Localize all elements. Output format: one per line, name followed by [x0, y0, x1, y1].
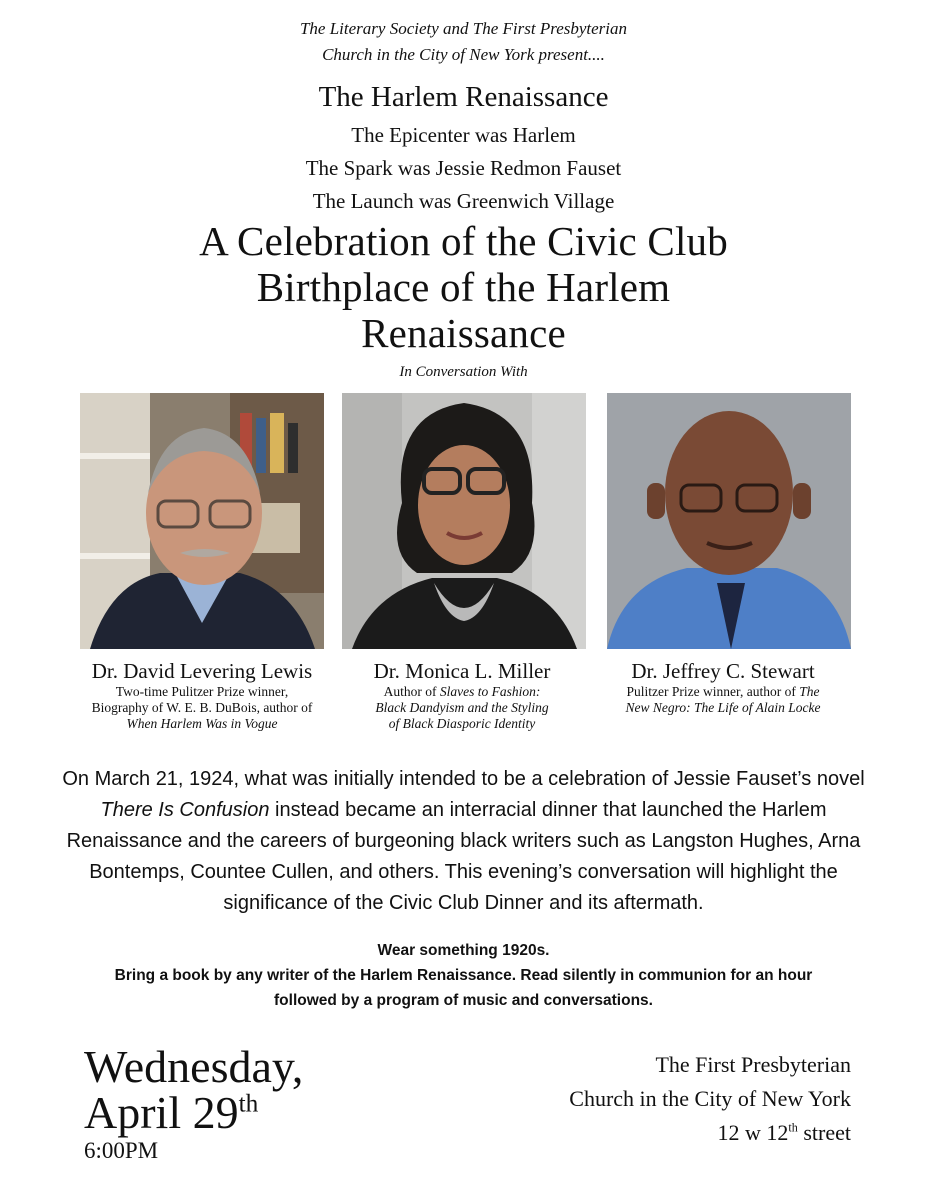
venue-line-1: The First Presbyterian [655, 1052, 851, 1077]
venue-address-rest: street [797, 1120, 851, 1145]
speaker-name: Dr. David Levering Lewis [91, 659, 313, 683]
speaker-desc-prefix: Author of [383, 684, 440, 699]
venue-address-number: 12 w 12 [717, 1120, 789, 1145]
speaker-caption-stewart [583, 658, 863, 716]
speaker-desc-line-2: New Negro: The Life of Alain Locke [625, 700, 821, 715]
subtitle-spark: The Spark was Jessie Redmon Fauset [305, 156, 622, 180]
description-part-2: instead became an interracial dinner that launched the Harlem Renaissance and the careers of burgeoning black writers such as Langston Hughes, Arna Bontemps, Countee Cullen, and others. This evening’s conversation will highlight the significance of the Civic Club Dinner and its aftermath. [66, 799, 861, 914]
event-day-suffix: th [238, 1089, 259, 1118]
presenter-line-2: Church in the City of New York present.... [322, 45, 605, 64]
speaker-caption-miller [322, 658, 602, 732]
portrait-stewart-image [607, 393, 851, 649]
event-title-line-3: Renaissance [361, 310, 566, 356]
event-month-day [84, 1087, 303, 1138]
notes-line-1: Wear something 1920s. [377, 942, 550, 959]
speaker-photo-stewart [607, 393, 851, 649]
speaker-name: Dr. Jeffrey C. Stewart [631, 659, 815, 683]
event-description [50, 764, 877, 919]
in-conversation-label: In Conversation With [399, 364, 528, 380]
event-weekday: Wednesday, [84, 1041, 304, 1092]
speaker-desc-line-1 [583, 684, 863, 700]
presenter-credit [0, 16, 927, 68]
venue-line-2: Church in the City of New York [569, 1086, 851, 1111]
event-venue [569, 1048, 851, 1150]
venue-address [569, 1116, 851, 1150]
presenter-line-1: The Literary Society and The First Presbyterian [299, 19, 628, 38]
event-date [84, 1041, 304, 1166]
event-notes [0, 938, 927, 1013]
harlem-renaissance-title: The Harlem Renaissance [318, 81, 609, 113]
speaker-photo-lewis [80, 393, 324, 649]
speaker-desc-line-2: Black Dandyism and the Styling [375, 700, 549, 715]
speaker-photo-miller [342, 393, 586, 649]
event-time: 6:00PM [84, 1138, 159, 1163]
notes-line-3: followed by a program of music and conversations. [274, 992, 653, 1009]
subtitle-launch: The Launch was Greenwich Village [312, 189, 615, 213]
speaker-desc-line-1: Two-time Pulitzer Prize winner, [115, 684, 289, 699]
speaker-desc-prefix: Pulitzer Prize winner, author of [626, 684, 800, 699]
speaker-desc-line-3: When Harlem Was in Vogue [126, 716, 278, 731]
event-title-line-2: Birthplace of the Harlem [256, 264, 671, 310]
speaker-caption-lewis [62, 658, 342, 732]
subtitle-epicenter: The Epicenter was Harlem [351, 123, 576, 147]
event-month-day-text: April 29 [84, 1087, 239, 1138]
portrait-miller-image [342, 393, 586, 649]
speaker-book-title: Slaves to Fashion: [439, 684, 541, 699]
speaker-book-title: The [799, 684, 820, 699]
portrait-lewis-image [80, 393, 324, 649]
speaker-desc-line-2: Biography of W. E. B. DuBois, author of [91, 700, 313, 715]
notes-line-2: Bring a book by any writer of the Harlem Renaissance. Read silently in communion for an hour [114, 967, 813, 984]
description-part-1: On March 21, 1924, what was initially intended to be a celebration of Jessie Fauset’s novel [62, 768, 865, 790]
venue-address-suffix: th [788, 1120, 798, 1135]
speaker-desc-line-3: of Black Diasporic Identity [388, 716, 536, 731]
speaker-name: Dr. Monica L. Miller [373, 659, 551, 683]
event-title-line-1: A Celebration of the Civic Club [199, 218, 728, 264]
description-book-title: There Is Confusion [100, 799, 270, 821]
speaker-desc-line-1 [322, 684, 602, 700]
event-title [0, 218, 927, 356]
